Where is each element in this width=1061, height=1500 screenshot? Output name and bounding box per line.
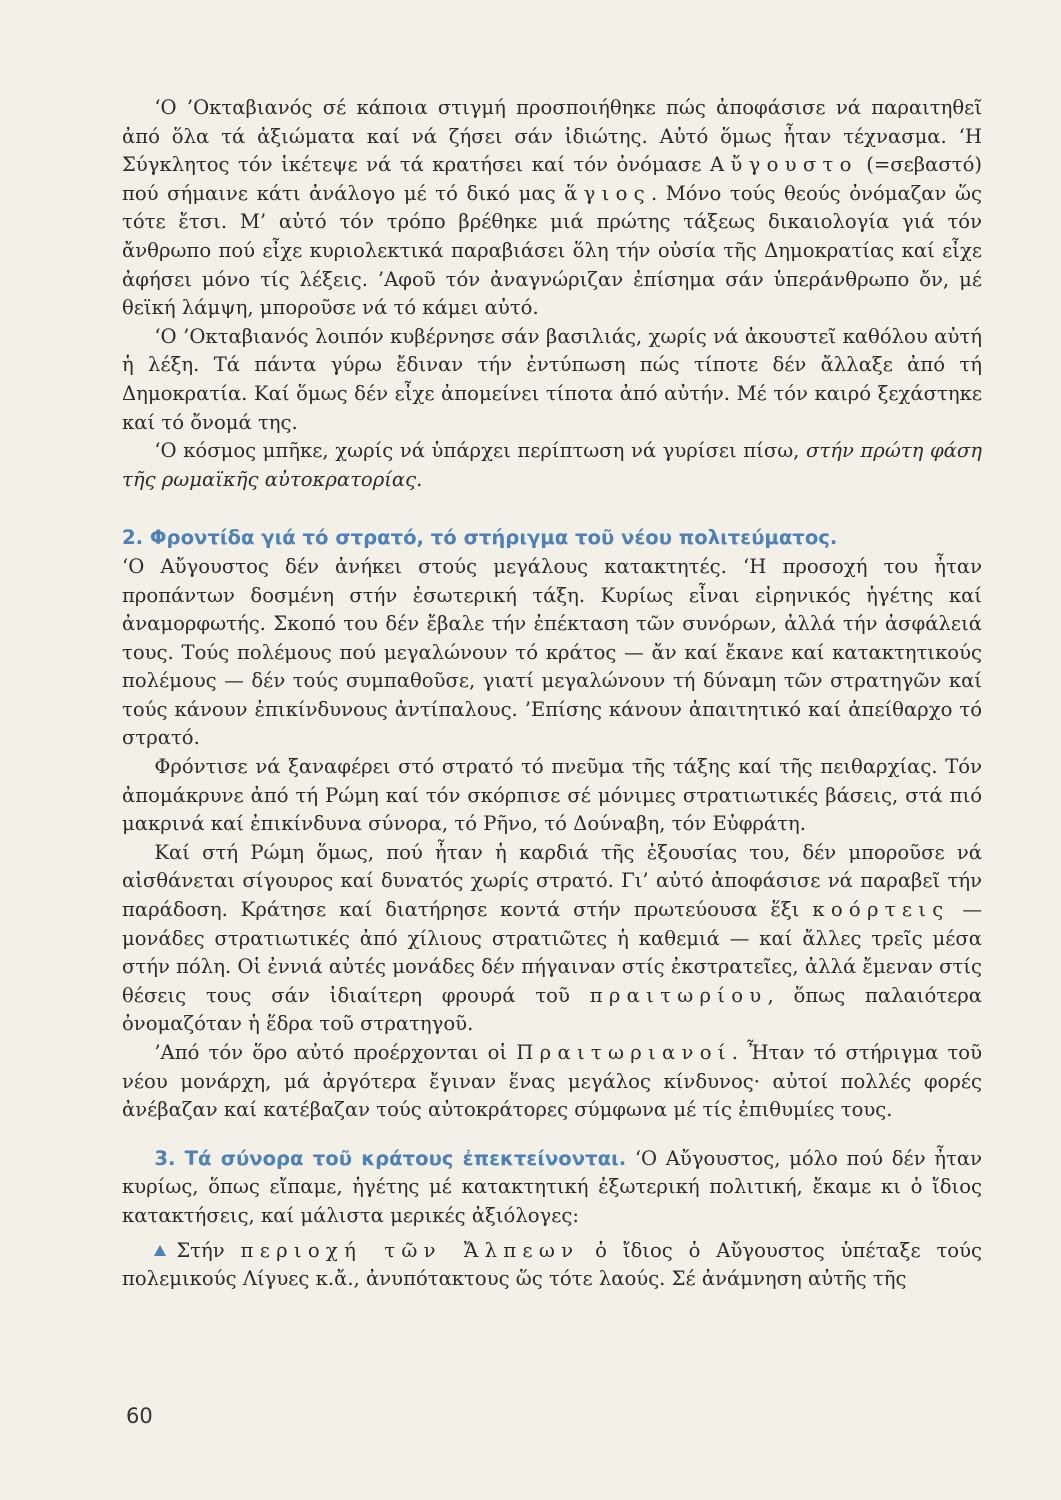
emphasized-word: Αὔγουστο [710,153,858,177]
emphasized-word: κοόρτεις [812,898,950,922]
emphasized-word: ἅγιος [564,181,651,205]
emphasized-word: Πραιτωριανοί [516,1041,732,1064]
emphasized-word: περιοχή τῶν Ἄλπεων [240,1238,580,1262]
triangle-bullet-icon [154,1245,166,1256]
section-heading: 3. Τά σύνορα τοῦ κράτους ἐπεκτείνονται. [154,1146,627,1170]
section-heading: 2. Φροντίδα γιά τό στρατό, τό στήριγμα τοῦ νέου πολιτεύματος. [122,526,838,550]
paragraph: ’Από τόν ὅρο αὐτό προέρχονται οἱ Πραιτωριανοί. Ἦταν τό στήριγμα τοῦ νέου μονάρχη, μά ἀργότερα ἔγιναν ἕνας μεγάλος κίνδυνος· αὐτοί πολλές φορές ἀνέβαζαν καί κατέβαζαν τούς αὐτοκράτορες σύμφωνα μέ τίς ἐπιθυμίες τους. [122,1041,982,1122]
page-text [122,94,982,1294]
paragraph: Καί στή Ρώμη ὅμως, πού ἦταν ἡ καρδιά τῆς ἐξουσίας του, δέν μποροῦσε νά αἰσθάνεται σίγουρος καί δυνατός χωρίς στρατό. Γι’ αὐτό ἀποφάσισε νά παραβεῖ τήν παράδοση. Κράτησε καί διατήρησε κοντά στήν πρωτεύουσα ἕξι κοόρτεις — μονάδες στρατιωτικές ἀπό χίλιους στρατιῶτες ἡ καθεμιά — καί ἄλλες τρεῖς μέσα στήν πόλη. Οἱ ἐννιά αὐτές μονάδες δέν πήγαιναν στίς ἐκστρατεῖες, ἀλλά ἔμεναν στίς θέσεις τους σάν ἰδιαίτερη φρουρά τοῦ πραιτωρίου, ὅπως παλαιότερα ὀνομαζόταν ἡ ἕδρα τοῦ στρατηγοῦ. [122,840,983,1036]
paragraph: ‘Ο ’Οκταβιανός σέ κάποια στιγμή προσποιήθηκε πώς ἀποφάσισε νά παραιτηθεῖ ἀπό ὅλα τά ἀξιώματα καί νά ζήσει σάν ἰδιώτης. Αὐτό ὅμως ἦταν τέχνασμα. ‘Η Σύγκλητος τόν ἱκέτεψε νά τά κρατήσει καί τόν ὀνόμασε Αὔγουστο (=σεβαστό) πού σήμαινε κάτι ἀνάλογο μέ τό δικό μας ἅγιος. Μόνο τούς θεούς ὀνόμαζαν ὥς τότε ἔτσι. Μ’ αὐτό τόν τρόπο βρέθηκε μιά πρώτης τάξεως δικαιολογία γιά τόν ἄνθρωπο πού εἶχε κυριολεκτικά παραβιάσει ὅλη τήν οὐσία τῆς Δημοκρατίας καί εἶχε ἀφήσει μόνο τίς λέξεις. ’Αφοῦ τόν ἀναγνώριζαν ἐπίσημα σάν ὑπεράνθρωπο ὄν, μέ θεϊκή λάμψη, μποροῦσε νά τό κάμει αὐτό. [122,96,983,320]
paragraph: Φρόντισε νά ξαναφέρει στό στρατό τό πνεῦμα τῆς τάξης καί τῆς πειθαρχίας. Τόν ἀπομάκρυνε ἀπό τή Ρώμη καί τόν σκόρπισε σέ μόνιμες στρατιωτικές βάσεις, στά πιό μακρινά καί ἐπικίνδυνα σύνορα, τό Ρῆνο, τό Δούναβη, τόν Εὐφράτη. [122,755,982,836]
paragraph: ‘Ο Αὔγουστος δέν ἀνήκει στούς μεγάλους κατακτητές. ‘Η προσοχή του ἦταν προπάντων δοσμένη στήν ἐσωτερική τάξη. Κυρίως εἶναι εἰρηνικός ἡγέτης καί ἀναμορφωτής. Σκοπό του δέν ἔβαλε τήν ἐπέκταση τῶν συνόρων, ἀλλά τήν ἀσφάλειά τους. Τούς πολέμους πού μεγαλώνουν τό κράτος — ἄν καί ἔκανε καί κατακτητικούς πολέμους — δέν τούς συμπαθοῦσε, γιατί μεγαλώνουν τή δύναμη τῶν στρατηγῶν καί τούς κάνουν ἐπικίνδυνους ἀντίπαλους. ’Επίσης κάνουν ἀπαιτητικό καί ἀπείθαρχο τό στρατό. [122,554,982,750]
emphasized-word: πραιτωρίου [589,983,768,1007]
paragraph: 3. Τά σύνορα τοῦ κράτους ἐπεκτείνονται. ‘Ο Αὔγουστος, μόλο πού δέν ἦταν κυρίως, ὅπως εἴπαμε, ἡγέτης μέ κατακτητική ἐξωτερική πολιτική, ἔκαμε κι ὁ ἴδιος κατακτήσεις, καί μάλιστα μερικές ἀξιόλογες: [122,1146,982,1227]
bullet-paragraph: Στήν περιοχή τῶν Ἄλπεων ὁ ἴδιος ὁ Αὔγουστος ὑπέταξε τούς πολεμικούς Λίγυες κ.ἄ., ἀνυπότακτους ὥς τότε λαούς. Σέ ἀνάμνηση αὐτῆς τῆς [122,1238,982,1291]
paragraph: ‘Ο κόσμος μπῆκε, χωρίς νά ὑπάρχει περίπτωση νά γυρίσει πίσω, στήν πρώτη φάση τῆς ρωμαϊκῆς αὐτοκρατορίας. [122,439,983,491]
section-3 [122,1145,982,1294]
italic-phrase: στήν πρώτη φάση τῆς ρωμαϊκῆς αὐτοκρατορίας. [122,439,983,491]
section-2 [122,524,982,1124]
paragraph: ‘Ο ’Οκταβιανός λοιπόν κυβέρνησε σάν βασιλιάς, χωρίς νά ἀκουστεῖ καθόλου αὐτή ἡ λέξη. Τά πάντα γύρω ἔδιναν τήν ἐντύπωση πώς τίποτε δέν ἄλλαξε ἀπό τή Δημοκρατία. Καί ὅμως δέν εἶχε ἀπομείνει τίποτα ἀπό αὐτήν. Μέ τόν καιρό ξεχάστηκε καί τό ὄνομά της. [122,324,982,434]
page-number: 60 [126,1404,153,1428]
